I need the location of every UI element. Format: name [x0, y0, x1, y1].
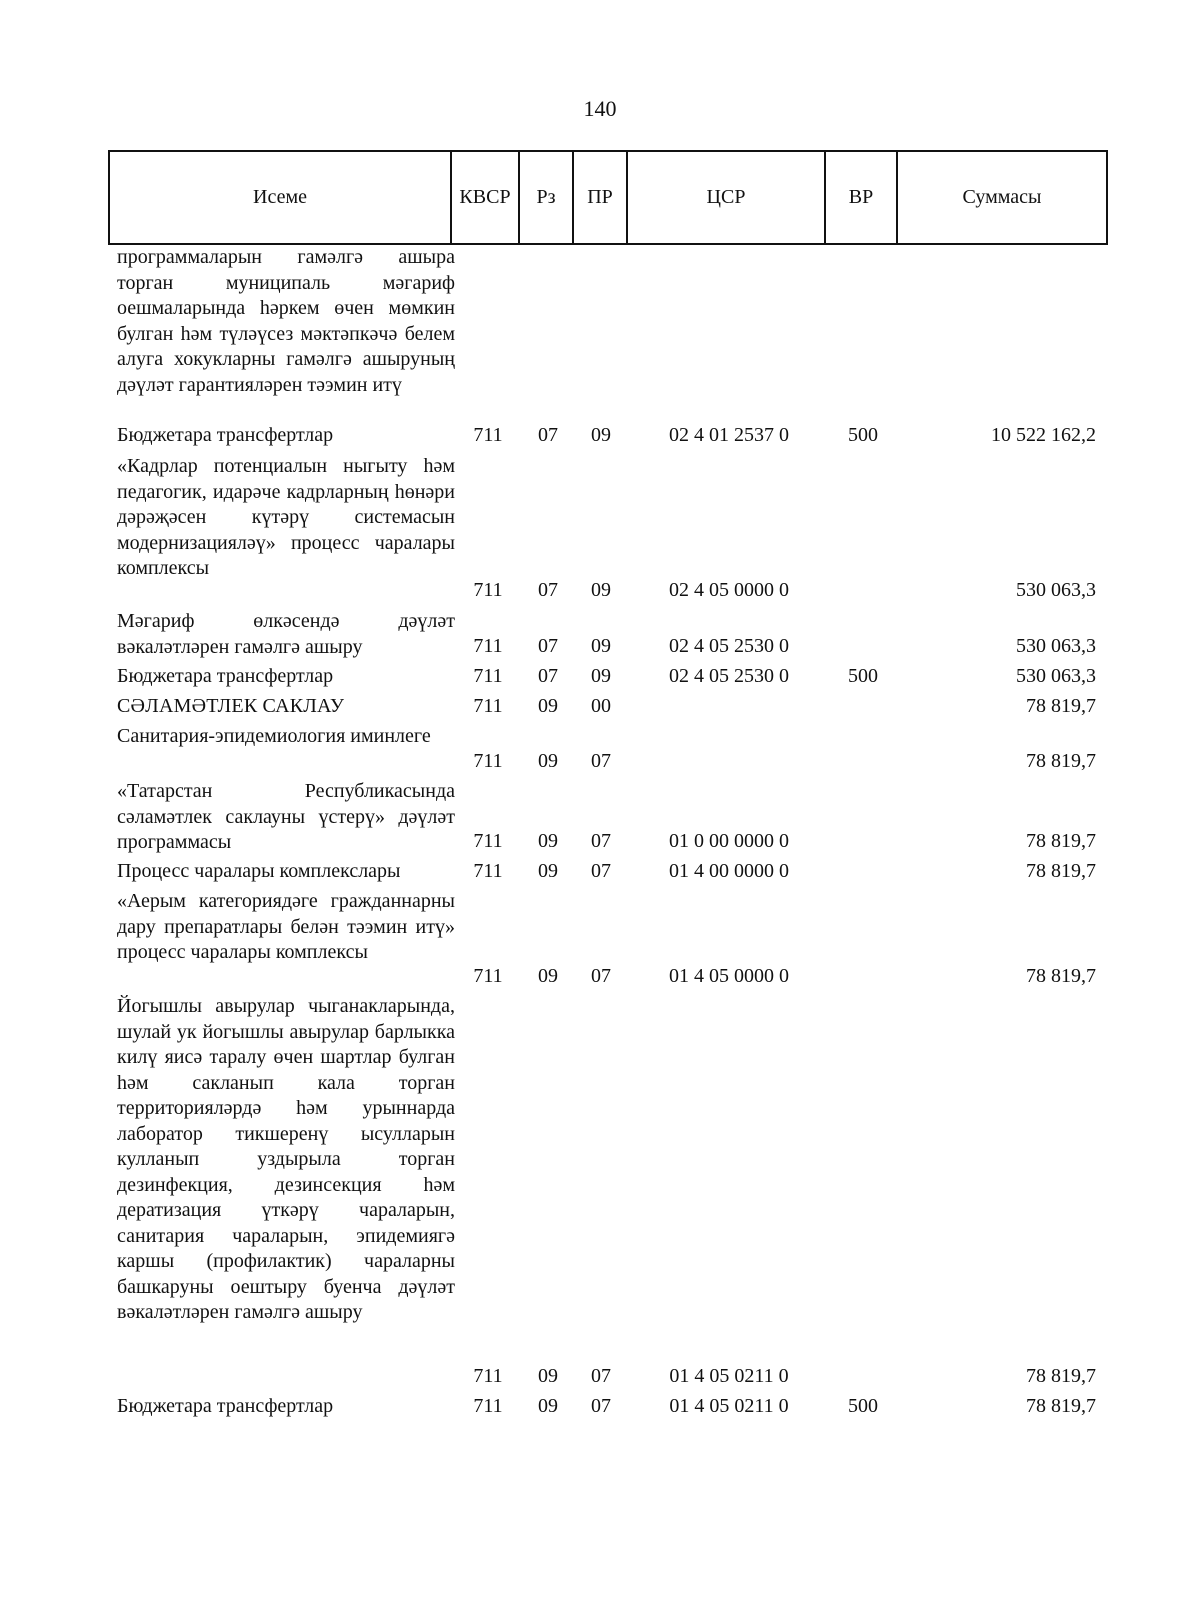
row-name: Йогышлы авырулар чыганакларында, шулай ук йогышлы авырулар барлыкка килү яисә таралу өчен шартлар булган һәм сакланып кала торган территорияләрдә һәм урыннарда лаборатор тикшеренү ысулларын кулланып уздырыла торган дезинфекция, дезинсекция һәм дератизация үткәрү чараларын, санитария чараларын, эпидемиягә каршы (профилактик) чараларны башкаруны оештыру буенча дәүләт вәкаләтләрен гамәлгә ашыру: [117, 995, 455, 1323]
row-pr: 07: [591, 860, 611, 882]
header-csr: ЦСР: [706, 186, 746, 208]
row-csr: 01 4 05 0211 0: [669, 1395, 789, 1417]
row-csr: 02 4 05 2530 0: [669, 665, 789, 687]
row-sum: 530 063,3: [1016, 665, 1096, 687]
row-name: «Татарстан Республикасында сәламәтлек саклауны үстерү» дәүләт программасы: [117, 780, 455, 853]
row-name: «Кадрлар потенциалын ныгыту һәм педагогик, идарәче кадрларның һөнәри дәрәҗәсен күтәрү системасын модернизацияләү» процесс чаралары комплексы: [117, 455, 455, 579]
row-name: СӘЛАМӘТЛЕК САКЛАУ: [117, 695, 345, 717]
row-sum: 78 819,7: [1026, 1395, 1096, 1417]
row-sum: 78 819,7: [1026, 750, 1096, 772]
row-kvsr: 711: [473, 965, 503, 987]
row-kvsr: 711: [473, 830, 503, 852]
row-rz: 07: [538, 579, 558, 601]
row-csr: 01 0 00 0000 0: [669, 830, 789, 852]
row-rz: 07: [538, 424, 558, 446]
row-rz: 09: [538, 1365, 558, 1387]
row-name: Бюджетара трансфертлар: [117, 665, 334, 687]
row-rz: 09: [538, 750, 558, 772]
header-rz: Рз: [536, 186, 556, 208]
row-name: Мәгариф өлкәсендә дәүләт вәкаләтләрен гамәлгә ашыру: [117, 610, 455, 658]
row-sum: 530 063,3: [1016, 635, 1096, 657]
page-number: 140: [583, 96, 617, 121]
row-rz: 09: [538, 695, 558, 717]
row-csr: 02 4 05 0000 0: [669, 579, 789, 601]
row-kvsr: 711: [473, 424, 503, 446]
row-rz: 09: [538, 965, 558, 987]
row-rz: 09: [538, 860, 558, 882]
row-pr: 09: [591, 424, 611, 446]
row-csr: 01 4 05 0211 0: [669, 1365, 789, 1387]
row-kvsr: 711: [473, 579, 503, 601]
row-pr: 07: [591, 1365, 611, 1387]
row-sum: 10 522 162,2: [991, 424, 1096, 446]
row-name: «Аерым категориядәге гражданнарны дару препаратлары белән тәэмин итү» процесс чаралары комплексы: [117, 890, 455, 963]
row-name: программаларын гамәлгә ашыра торган муниципаль мәгариф оешмаларында һәркем өчен мөмкин булган һәм түләүсез мәктәпкәчә белем алуга хокукларны гамәлгә ашыруның дәүләт гарантияләрен тәэмин итү: [117, 246, 455, 396]
header-vr: ВР: [848, 186, 874, 208]
header-kvsr: КВСР: [459, 186, 511, 208]
row-rz: 07: [538, 665, 558, 687]
row-kvsr: 711: [473, 1365, 503, 1387]
row-csr: 02 4 01 2537 0: [669, 424, 789, 446]
row-name: Бюджетара трансфертлар: [117, 1395, 334, 1417]
row-sum: 78 819,7: [1026, 965, 1096, 987]
row-sum: 530 063,3: [1016, 579, 1096, 601]
header-pr: ПР: [587, 186, 613, 208]
row-csr: 01 4 00 0000 0: [669, 860, 789, 882]
row-rz: 09: [538, 830, 558, 852]
row-vr: 500: [848, 424, 878, 446]
header-sum: Суммасы: [962, 186, 1042, 208]
row-kvsr: 711: [473, 695, 503, 717]
row-kvsr: 711: [473, 665, 503, 687]
row-pr: 07: [591, 830, 611, 852]
row-pr: 09: [591, 665, 611, 687]
row-sum: 78 819,7: [1026, 695, 1096, 717]
row-sum: 78 819,7: [1026, 860, 1096, 882]
row-pr: 09: [591, 635, 611, 657]
row-kvsr: 711: [473, 750, 503, 772]
row-kvsr: 711: [473, 860, 503, 882]
header-name: Исеме: [253, 186, 307, 208]
row-sum: 78 819,7: [1026, 1365, 1096, 1387]
row-name: Процесс чаралары комплекслары: [117, 860, 401, 882]
row-name: Санитария-эпидемиология иминлеге: [117, 725, 431, 747]
row-vr: 500: [848, 1395, 878, 1417]
row-pr: 09: [591, 579, 611, 601]
row-kvsr: 711: [473, 1395, 503, 1417]
row-csr: 01 4 05 0000 0: [669, 965, 789, 987]
row-sum: 78 819,7: [1026, 830, 1096, 852]
row-pr: 07: [591, 750, 611, 772]
row-csr: 02 4 05 2530 0: [669, 635, 789, 657]
row-name: Бюджетара трансфертлар: [117, 424, 334, 446]
row-vr: 500: [848, 665, 878, 687]
row-kvsr: 711: [473, 635, 503, 657]
row-pr: 00: [591, 695, 611, 717]
row-rz: 07: [538, 635, 558, 657]
row-rz: 09: [538, 1395, 558, 1417]
table-header: [108, 150, 1108, 245]
row-pr: 07: [591, 965, 611, 987]
row-pr: 07: [591, 1395, 611, 1417]
